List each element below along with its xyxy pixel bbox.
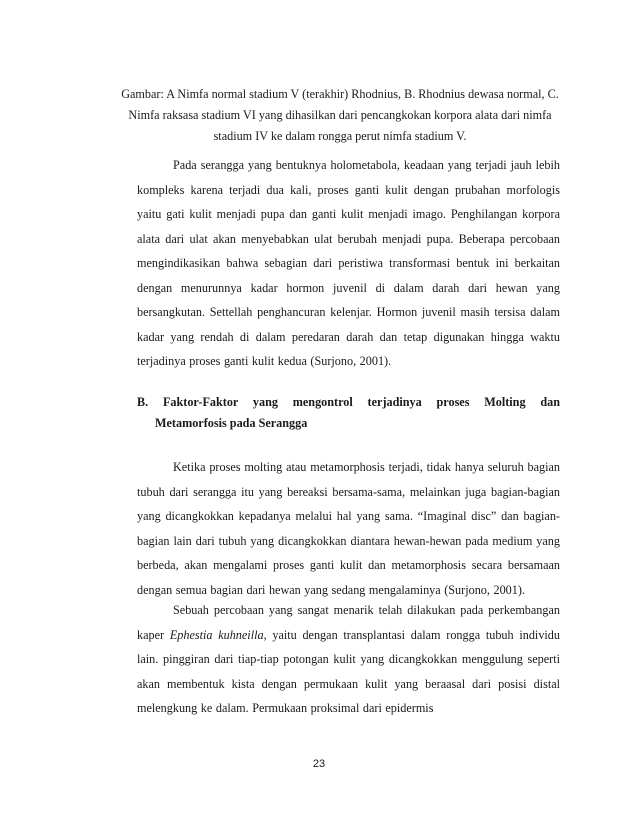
- page-number: 23: [312, 758, 326, 770]
- species-name: Ephestia kuhneilla: [169, 627, 264, 642]
- section-heading-line1: B. Faktor-Faktor yang mengontrol terjadinya proses Molting dan: [137, 395, 560, 409]
- paragraph-holometabola: Pada serangga yang bentuknya holometabola, keadaan yang terjadi jauh lebih kompleks karena terjadi dua kali, proses ganti kulit dengan prubahan morfologis yaitu gati kulit menjadi pupa dan ganti kulit menjadi imago. Penghilangan korpora alata dari ulat akan menyebabkan ulat berubah menjadi pupa. Beberapa percobaan mengindikasikan bahwa sebagian dari peristiwa transformasi bentuk ini berkaitan dengan menurunnya kadar hormon juvenil di dalam darah dari hewan yang bersangkutan. Settellah penghancuran kelenjar. Hormon juvenil masih tersisa dalam kadar yang rendah di dalam peredaran darah dan tetap digunakan hingga waktu terjadinya proses ganti kulit kedua (Surjono, 2001).: [137, 158, 560, 368]
- figure-caption: Gambar: A Nimfa normal stadium V (terakhir) Rhodnius, B. Rhodnius dewasa normal, C. Nimfa raksasa stadium VI yang dihasilkan dari pencangkokan korpora alata dari nimfa stadium IV ke dalam rongga perut nimfa stadium V.: [121, 87, 559, 143]
- section-heading: [137, 392, 560, 434]
- paragraph-molting: Ketika proses molting atau metamorphosis terjadi, tidak hanya seluruh bagian tubuh dari serangga itu yang bereaksi bersama-sama, melainkan juga bagian-bagian yang dicangkokkan kepadanya melalui hal yang sama. “Imaginal disc” dan bagian-bagian lain dari tubuh yang dicangkokkan diantara hewan-hewan pada medium yang berbeda, akan mengalami proses ganti kulit dan metamorphosis secara bersamaan dengan semua bagian dari hewan yang sedang mengalaminya (Surjono, 2001).: [137, 460, 560, 597]
- paragraph-ephestia-after: , yaitu dengan transplantasi dalam rongga tubuh individu lain. pinggiran dari tiap-tiap potongan kulit yang dicangkokkan menggulung seperti akan membentuk kista dengan permukaan kulit yang beraasal dari posisi distal melengkung ke dalam. Permukaan proksimal dari epidermis: [137, 627, 560, 715]
- paragraph-ephestia: [137, 598, 560, 721]
- section-heading-line2: Metamorfosis pada Serangga: [155, 416, 308, 430]
- paragraph-ephestia-before: Sebuah percobaan yang sangat menarik telah dilakukan pada perkembangan kaper: [137, 603, 560, 642]
